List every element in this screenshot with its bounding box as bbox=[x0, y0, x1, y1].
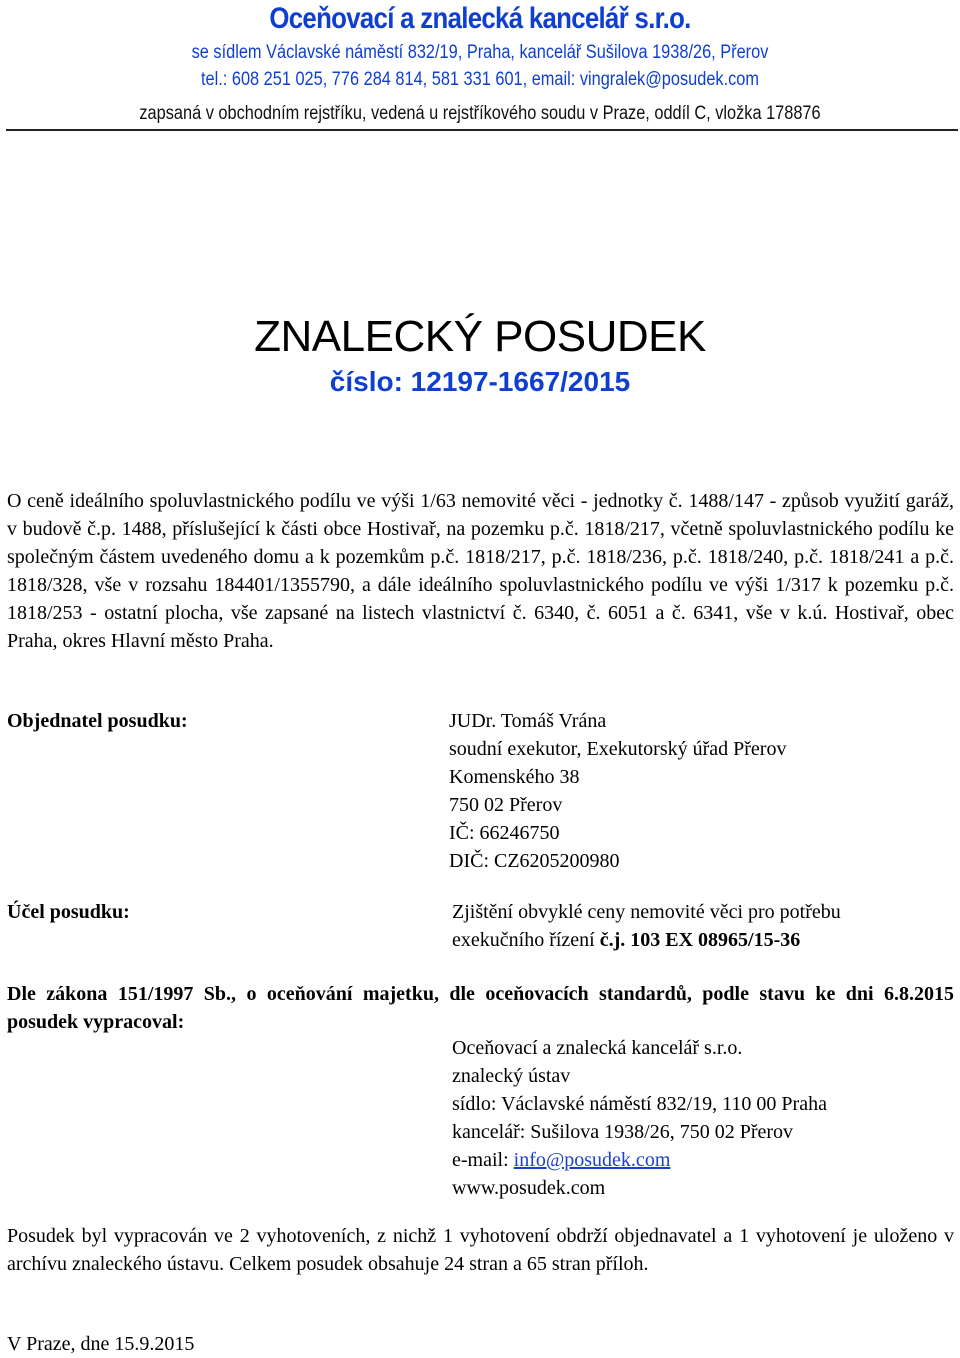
date-line: V Praze, dne 15.9.2015 bbox=[7, 1333, 195, 1355]
author-line: sídlo: Václavské náměstí 832/19, 110 00 Praha bbox=[452, 1093, 827, 1115]
client-line: soudní exekutor, Exekutorský úřad Přerov bbox=[449, 738, 787, 760]
author-line: Oceňovací a znalecká kancelář s.r.o. bbox=[452, 1037, 743, 1059]
client-line: DIČ: CZ6205200980 bbox=[449, 850, 620, 872]
purpose-line: Zjištění obvyklé ceny nemovité věci pro potřebu bbox=[452, 901, 841, 923]
purpose-line bbox=[452, 926, 952, 954]
email-link[interactable]: info@posudek.com bbox=[513, 1149, 671, 1171]
author-line: znalecký ústav bbox=[452, 1065, 571, 1087]
client-line: JUDr. Tomáš Vrána bbox=[449, 710, 607, 732]
company-name: Oceňovací a znalecká kancelář s.r.o. bbox=[269, 2, 691, 35]
purpose-prefix: exekučního řízení bbox=[452, 929, 600, 951]
document-title: ZNALECKÝ POSUDEK bbox=[254, 312, 706, 361]
client-line: IČ: 66246750 bbox=[449, 822, 560, 844]
client-line: Komenského 38 bbox=[449, 766, 580, 788]
client-label: Objednatel posudku: bbox=[7, 710, 188, 732]
purpose-label: Účel posudku: bbox=[7, 901, 130, 923]
company-address: se sídlem Václavské náměstí 832/19, Praha, kancelář Sušilova 1938/26, Přerov bbox=[191, 42, 769, 63]
client-details bbox=[449, 707, 949, 875]
law-statement: Dle zákona 151/1997 Sb., o oceňování majetku, dle oceňovacích standardů, podle stavu ke dni 6.8.2015 posudek vypracoval: bbox=[7, 983, 954, 1033]
purpose-details bbox=[452, 898, 952, 954]
company-registration: zapsaná v obchodním rejstříku, vedená u rejstříkového soudu v Praze, oddíl C, vložka 178876 bbox=[139, 103, 821, 124]
author-line: kancelář: Sušilova 1938/26, 750 02 Přerov bbox=[452, 1121, 794, 1143]
case-number: č.j. 103 EX 08965/15-36 bbox=[599, 929, 801, 951]
copies-paragraph: Posudek byl vypracován ve 2 vyhotoveních, z nichž 1 vyhotovení obdrží objednavatel a 1 vyhotovení je uloženo v archívu znaleckého ústavu. Celkem posudek obsahuje 24 stran a 65 stran příloh. bbox=[7, 1225, 954, 1275]
author-details bbox=[452, 1034, 952, 1202]
header-divider bbox=[6, 129, 958, 131]
author-web: www.posudek.com bbox=[452, 1177, 606, 1199]
author-email-line bbox=[452, 1146, 952, 1174]
client-line: 750 02 Přerov bbox=[449, 794, 563, 816]
company-contacts: tel.: 608 251 025, 776 284 814, 581 331 601, email: vingralek@posudek.com bbox=[200, 69, 760, 90]
subject-paragraph: O ceně ideálního spoluvlastnického podílu ve výši 1/63 nemovité věci - jednotky č. 1488/147 - způsob využití garáž, v budově č.p. 1488, příslušející k části obce Hostivař, na pozemku p.č. 1818/217, včetně spoluvlastnického podílu ke společným částem uvedeného domu a k pozemkům p.č. 1818/217, p.č. 1818/236, p.č. 1818/240, p.č. 1818/241 a p.č. 1818/328, vše v rozsahu 184401/1355790, a dále ideálního spoluvlastnického podílu ve výši 1/317 k pozemku p.č. 1818/253 - ostatní plocha, vše zapsané na listech vlastnictví č. 6340, č. 6051 a č. 6341, vše v k.ú. Hostivař, obec Praha, okres Hlavní město Praha. bbox=[7, 490, 954, 652]
email-label: e-mail: bbox=[452, 1149, 514, 1171]
document-number: číslo: 12197-1667/2015 bbox=[329, 366, 631, 397]
